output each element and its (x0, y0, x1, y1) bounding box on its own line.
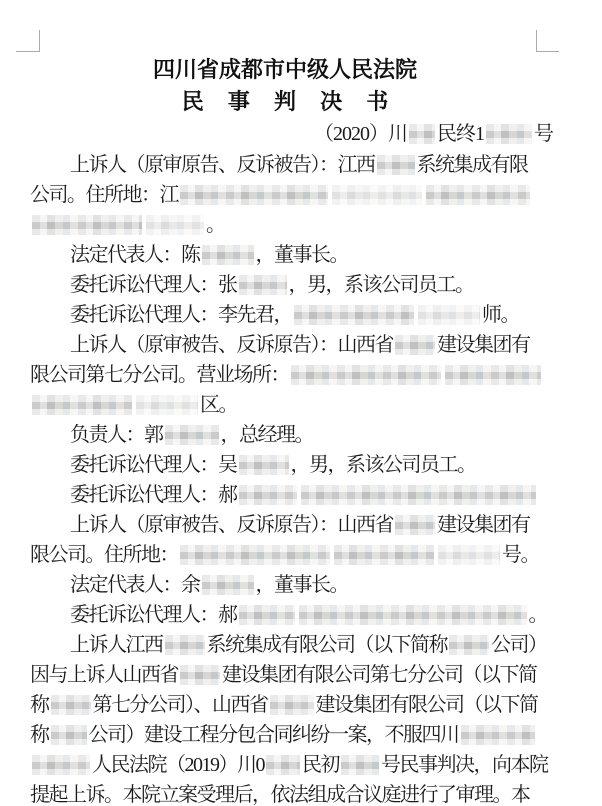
text-run: 公司。住所地：江 (30, 184, 178, 206)
redaction-block (51, 725, 87, 745)
text-run: 委托诉讼代理人：郝 (70, 484, 237, 506)
redaction-block (341, 755, 379, 775)
redaction-block (409, 124, 435, 144)
redaction-block (239, 485, 297, 505)
text-run: 法定代表人：余 (70, 574, 200, 596)
text-run: 提起上诉。本院立案受理后，依法组成合议庭进行了审理。本 (30, 784, 530, 806)
text-line (30, 510, 595, 540)
indent-spacer (30, 590, 70, 591)
redaction-block (32, 755, 90, 775)
redaction-block (165, 635, 205, 655)
redaction-block (395, 335, 435, 355)
text-run: 建设集团有限公司（以下简 (315, 694, 538, 716)
text-run: 委托诉讼代理人：李先君， (70, 304, 292, 326)
text-run: 上诉人（原审被告、反诉原告）：山西省 (70, 514, 393, 536)
redaction-block (180, 545, 330, 565)
text-line (30, 270, 595, 300)
text-line (30, 720, 595, 750)
redaction-block (418, 305, 480, 325)
text-run: 法定代表人：陈 (70, 244, 200, 266)
text-line (30, 300, 595, 330)
text-run: 系统集成有限 (416, 154, 528, 176)
text-run: 上诉人（原审被告、反诉原告）：山西省 (70, 334, 393, 356)
text-run: 建设集团有 (437, 334, 530, 356)
text-line (30, 150, 595, 180)
text-run: 上诉人江西 (70, 634, 163, 656)
text-run: 限公司。住所地： (30, 544, 178, 566)
text-run: 限公司第七分公司。营业场所： (30, 364, 289, 386)
indent-spacer (30, 620, 70, 621)
redaction-block (266, 755, 300, 775)
text-line (30, 600, 595, 630)
text-line (30, 330, 595, 360)
text-run: ，男，系该公司员工。 (288, 274, 474, 296)
text-run: 公司）建设工程分包合同纠纷一案，不服四川 (88, 724, 459, 746)
redaction-block (299, 605, 527, 625)
redaction-block (136, 395, 198, 415)
redaction-block (461, 725, 535, 745)
text-line (30, 690, 595, 720)
text-run: 民终1 (437, 123, 484, 145)
redaction-block (146, 215, 204, 235)
text-line (30, 660, 595, 690)
text-line (30, 390, 595, 420)
page-margin-mark-top-left (16, 30, 40, 52)
text-run: （2020）川 (314, 123, 407, 145)
text-line (30, 420, 595, 450)
redaction-block (395, 515, 435, 535)
redaction-block (301, 485, 536, 505)
redaction-block (426, 185, 530, 205)
redaction-block (239, 275, 287, 295)
text-line (30, 630, 595, 660)
indent-spacer (30, 440, 70, 441)
text-run: ，男，系该公司员工。 (290, 454, 476, 476)
redaction-block (377, 155, 415, 175)
document-type-title: 民 事 判 决 书 (181, 89, 398, 114)
text-run: 。 (206, 214, 225, 236)
text-run: 第七分公司）、山西省 (92, 694, 268, 716)
redaction-block (239, 455, 289, 475)
redaction-block (202, 575, 254, 595)
text-run: ，董事长。 (255, 244, 348, 266)
indent-spacer (30, 170, 70, 171)
text-run: 区。 (200, 394, 237, 416)
text-run: ，董事长。 (255, 574, 348, 596)
text-run: 委托诉讼代理人：郝 (70, 604, 237, 626)
text-run: 号民事判决，向本院 (381, 754, 548, 776)
redaction-block (334, 545, 434, 565)
text-line (30, 540, 595, 570)
text-run: ，总经理。 (220, 424, 313, 446)
text-run: 负责人：郭 (70, 424, 163, 446)
redaction-block (486, 124, 532, 144)
text-line (30, 570, 595, 600)
case-number (314, 119, 553, 149)
redaction-block (291, 365, 441, 385)
text-line (30, 750, 595, 780)
text-line (30, 240, 595, 270)
redaction-block (51, 695, 91, 715)
text-run: 系统集成有限公司（以下简称 (206, 634, 447, 656)
text-run: 称 (30, 694, 49, 716)
redaction-block (445, 365, 541, 385)
text-run: 号。 (502, 544, 539, 566)
text-run: 因与上诉人山西省 (30, 664, 178, 686)
text-line (30, 180, 595, 210)
indent-spacer (30, 650, 70, 651)
redaction-block (438, 545, 500, 565)
text-line (30, 450, 595, 480)
indent-spacer (30, 290, 70, 291)
redaction-block (180, 665, 220, 685)
text-run: 委托诉讼代理人：吴 (70, 454, 237, 476)
text-run: 称 (30, 724, 49, 746)
indent-spacer (30, 470, 70, 471)
text-run: 民初 (302, 754, 339, 776)
text-run: 公司） (491, 634, 547, 656)
redaction-block (32, 215, 142, 235)
text-run: 建设集团有 (437, 514, 530, 536)
document-body (30, 150, 595, 806)
indent-spacer (30, 500, 70, 501)
indent-spacer (30, 260, 70, 261)
court-name: 四川省成都市中级人民法院 (152, 57, 417, 82)
text-run: 师。 (482, 304, 519, 326)
redaction-block (32, 395, 132, 415)
redaction-block (270, 695, 314, 715)
indent-spacer (30, 530, 70, 531)
page-margin-mark-top-right (536, 30, 559, 52)
redaction-block (449, 635, 489, 655)
text-line (30, 360, 595, 390)
text-run: 委托诉讼代理人：张 (70, 274, 237, 296)
text-run: 建设集团有限公司第七分公司（以下简 (222, 664, 537, 686)
text-line (30, 210, 595, 240)
text-run: 号 (534, 123, 553, 145)
text-run: 。 (528, 604, 547, 626)
text-line (30, 780, 595, 806)
indent-spacer (30, 320, 70, 321)
indent-spacer (30, 350, 70, 351)
redaction-block (294, 305, 414, 325)
text-run: 上诉人（原审原告、反诉被告）：江西 (70, 154, 375, 176)
redaction-block (180, 185, 328, 205)
text-line (30, 480, 595, 510)
text-run: 人民法院（2019）川0 (92, 754, 264, 776)
redaction-block (239, 605, 295, 625)
redaction-block (202, 245, 254, 265)
redaction-block (332, 185, 422, 205)
redaction-block (165, 425, 219, 445)
